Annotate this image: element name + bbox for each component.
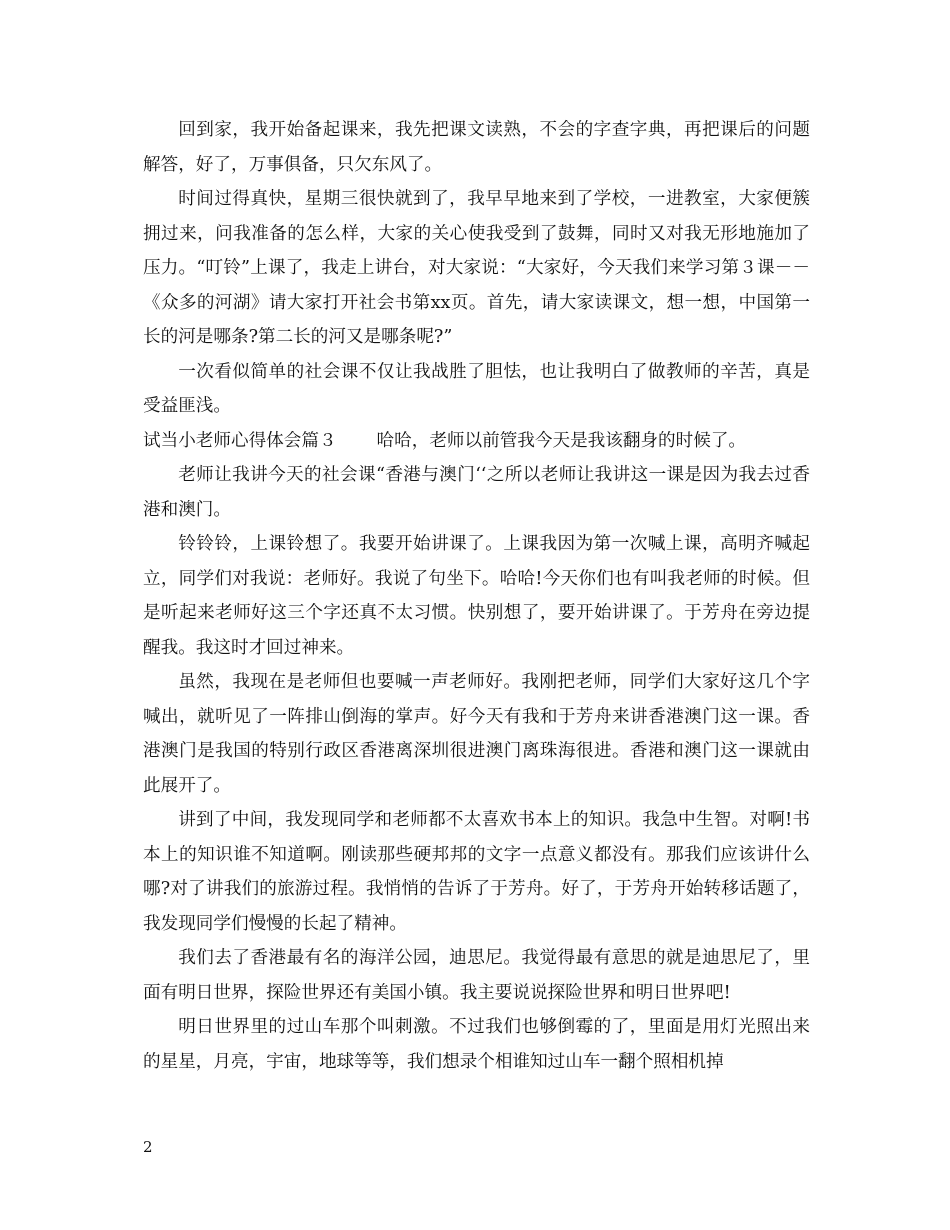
page-number: 2: [143, 1138, 153, 1156]
paragraph: 回到家，我开始备起课来，我先把课文读熟，不会的字查字典，再把课后的问题解答，好了，万事俱备，只欠东风了。: [143, 120, 810, 175]
section-heading: 试当小老师心得体会篇３: [143, 430, 337, 451]
paragraph: 一次看似简单的社会课不仅让我战胜了胆怯，也让我明白了做教师的辛苦，真是受益匪浅。: [143, 361, 810, 416]
paragraph: 我们去了香港最有名的海洋公园，迪思尼。我觉得最有意思的就是迪思尼了，里面有明日世界，探险世界还有美国小镇。我主要说说探险世界和明日世界吧!: [143, 948, 810, 1003]
paragraph: 老师让我讲今天的社会课“香港与澳门‘‘之所以老师让我讲这一课是因为我去过香港和澳门。: [143, 465, 810, 520]
paragraph: 明日世界里的过山车那个叫刺激。不过我们也够倒霉的了，里面是用灯光照出来的星星，月亮，宇宙，地球等等，我们想录个相谁知过山车一翻个照相机掉: [143, 1017, 810, 1072]
paragraph: 铃铃铃，上课铃想了。我要开始讲课了。上课我因为第一次喊上课，高明齐喊起立，同学们对我说：老师好。我说了句坐下。哈哈!今天你们也有叫我老师的时候。但是听起来老师好这三个字还真不太习惯。快别想了，要开始讲课了。于芳舟在旁边提醒我。我这时才回过神来。: [143, 534, 810, 658]
section-heading-line: [143, 424, 810, 459]
section-heading-tail: 哈哈，老师以前管我今天是我该翻身的时候了。: [376, 430, 747, 451]
paragraph: 讲到了中间，我发现同学和老师都不太喜欢书本上的知识。我急中生智。对啊!书本上的知识谁不知道啊。刚读那些硬邦邦的文字一点意义都没有。那我们应该讲什么哪?对了讲我们的旅游过程。我悄悄的告诉了于芳舟。好了，于芳舟开始转移话题了，我发现同学们慢慢的长起了精神。: [143, 810, 810, 934]
body-text: [143, 113, 810, 1079]
paragraph: 虽然，我现在是老师但也要喊一声老师好。我刚把老师，同学们大家好这几个字喊出，就听见了一阵排山倒海的掌声。好今天有我和于芳舟来讲香港澳门这一课。香港澳门是我国的特别行政区香港离深圳很进澳门离珠海很进。香港和澳门这一课就由此展开了。: [143, 672, 810, 796]
paragraph: 时间过得真快，星期三很快就到了，我早早地来到了学校，一进教室，大家便簇拥过来，问我准备的怎么样，大家的关心使我受到了鼓舞，同时又对我无形地施加了压力。“叮铃”上课了，我走上讲台，对大家说：“大家好，今天我们来学习第３课－－《众多的河湖》请大家打开社会书第xx页。首先，请大家读课文，想一想，中国第一长的河是哪条?第二长的河又是哪条呢?”: [143, 189, 810, 347]
